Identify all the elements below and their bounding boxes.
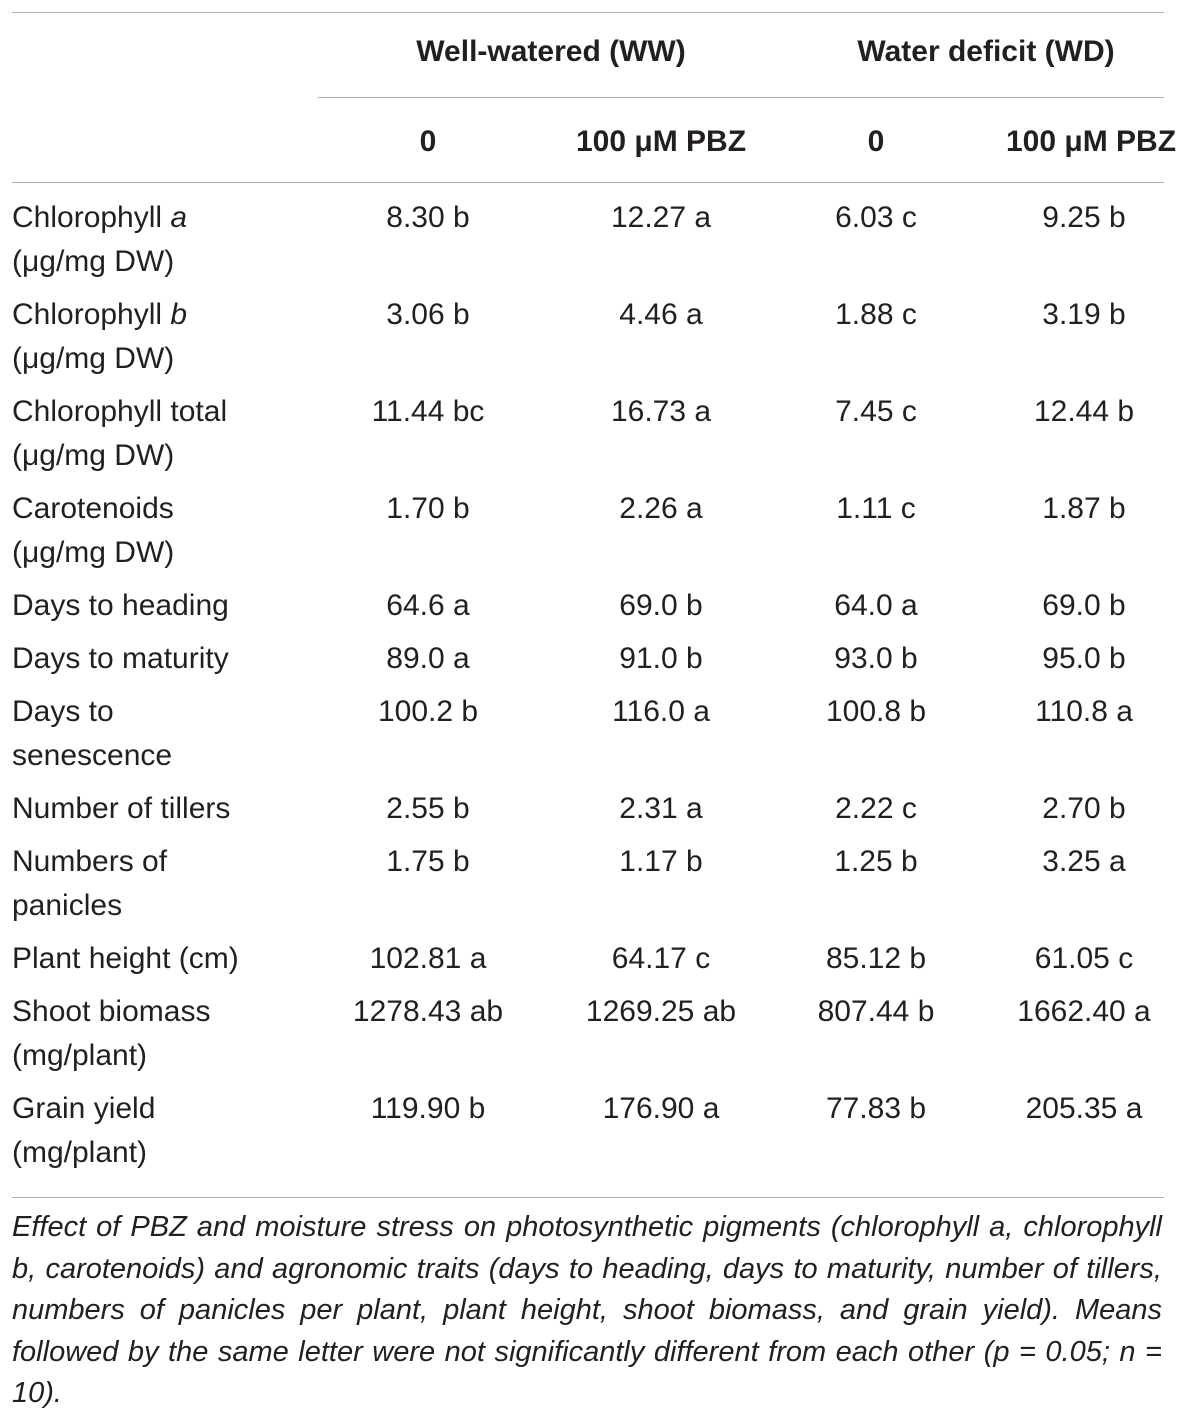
table-cell: 100.8 b: [825, 695, 927, 728]
table-cell: 12.44 b: [1033, 395, 1135, 428]
row-label-line1: Chlorophyll: [12, 298, 171, 331]
table-cell: 2.26 a: [619, 492, 703, 525]
table-cell: 807.44 b: [817, 995, 935, 1028]
table-row: [0, 937, 1200, 990]
table-row: [0, 637, 1200, 690]
table-cell: 4.46 a: [619, 298, 703, 331]
row-label-line1: Plant height (cm): [12, 942, 239, 975]
row-label-line1: Numbers of: [12, 845, 168, 878]
table-cell: 95.0 b: [1042, 642, 1126, 675]
row-label-italic: a: [170, 201, 188, 234]
row-label: [0, 690, 318, 787]
data-table: [0, 196, 1200, 1184]
row-label-line2: (μg/mg DW): [12, 439, 175, 472]
table-row: [0, 293, 1200, 390]
table-cell: 119.90 b: [370, 1092, 486, 1125]
table-cell: 11.44 bc: [371, 395, 485, 428]
row-label-line1: Days to maturity: [12, 642, 229, 675]
subheader-wd-control: 0: [867, 125, 885, 158]
table-cell: 93.0 b: [834, 642, 918, 675]
row-label: [0, 637, 318, 690]
header-rule: [12, 182, 1164, 183]
row-label: [0, 787, 318, 840]
group-header-water-deficit: Water deficit (WD): [857, 35, 1115, 68]
table-footnote: Effect of PBZ and moisture stress on photosynthetic pigments (chlorophyll a, chlorophyll b, carotenoids) and agronomic traits (days to heading, days to maturity, number of tillers, numbers of panicles per plant, plant height, shoot biomass, and grain yield). Means followed by the same letter were not significantly different from each other (p = 0.05; n = 10).: [12, 1211, 1162, 1409]
row-label-line1: Carotenoids: [12, 492, 174, 525]
table-row: [0, 990, 1200, 1087]
table-cell: 1.88 c: [835, 298, 917, 331]
table-cell: 102.81 a: [369, 942, 487, 975]
row-label-line1: Shoot biomass: [12, 995, 211, 1028]
row-label: [0, 840, 318, 937]
table-cell: 61.05 c: [1034, 942, 1134, 975]
table-cell: 2.22 c: [835, 792, 917, 825]
subheader-wd-pbz: 100 μM PBZ: [1005, 125, 1177, 158]
row-label: [0, 196, 318, 293]
table-cell: 1.11 c: [836, 492, 916, 525]
row-label-line1: Days to heading: [12, 589, 229, 622]
subheader-ww-pbz: 100 μM PBZ: [575, 125, 747, 158]
table-cell: 64.6 a: [386, 589, 470, 622]
bottom-rule: [12, 1197, 1164, 1198]
table-cell: 2.70 b: [1042, 792, 1126, 825]
table-cell: 64.0 a: [834, 589, 918, 622]
table-cell: 110.8 a: [1035, 695, 1133, 728]
row-label: [0, 487, 318, 584]
table-cell: 91.0 b: [619, 642, 703, 675]
table-row: [0, 840, 1200, 937]
row-label-line2: panicles: [12, 889, 123, 922]
table-row: [0, 487, 1200, 584]
table-row: [0, 196, 1200, 293]
table-cell: 3.25 a: [1042, 845, 1126, 878]
table-cell: 9.25 b: [1042, 201, 1126, 234]
table-cell: 64.17 c: [611, 942, 711, 975]
top-rule: [12, 12, 1164, 13]
subheader-ww-control: 0: [419, 125, 437, 158]
row-label-line2: (mg/plant): [12, 1039, 148, 1072]
row-label: [0, 1087, 318, 1184]
table-cell: 3.06 b: [386, 298, 470, 331]
table-row: [0, 390, 1200, 487]
table-cell: 7.45 c: [835, 395, 917, 428]
table-row: [0, 1087, 1200, 1184]
row-label-line2: (μg/mg DW): [12, 342, 175, 375]
table-cell: 1662.40 a: [1017, 995, 1151, 1028]
row-label: [0, 390, 318, 487]
table-cell: 1.75 b: [386, 845, 470, 878]
table-cell: 1.25 b: [834, 845, 918, 878]
row-label: [0, 293, 318, 390]
table-cell: 1278.43 ab: [352, 995, 504, 1028]
table-cell: 2.55 b: [386, 792, 470, 825]
row-label-italic: b: [170, 298, 188, 331]
table-cell: 1.17 b: [619, 845, 703, 878]
table-cell: 16.73 a: [610, 395, 712, 428]
table-cell: 77.83 b: [825, 1092, 927, 1125]
row-label-line2: (μg/mg DW): [12, 245, 175, 278]
row-label-line2: (mg/plant): [12, 1136, 148, 1169]
row-label: [0, 584, 318, 637]
table-cell: 205.35 a: [1025, 1092, 1143, 1125]
table-row: [0, 584, 1200, 637]
row-label-line1: Chlorophyll: [12, 201, 171, 234]
table-cell: 69.0 b: [1042, 589, 1126, 622]
table-cell: 1.70 b: [386, 492, 470, 525]
table-cell: 85.12 b: [825, 942, 927, 975]
table-body: [0, 196, 1200, 1184]
row-label-line1: Chlorophyll total: [12, 395, 228, 428]
group-rule: [318, 97, 1164, 98]
row-label-line1: Grain yield: [12, 1092, 156, 1125]
table-cell: 176.90 a: [602, 1092, 720, 1125]
table-cell: 1.87 b: [1042, 492, 1126, 525]
table-cell: 3.19 b: [1042, 298, 1126, 331]
table-row: [0, 787, 1200, 840]
table-row: [0, 690, 1200, 787]
row-label: [0, 990, 318, 1087]
table-cell: 2.31 a: [619, 792, 703, 825]
row-label-line1: Days to: [12, 695, 114, 728]
table-cell: 89.0 a: [386, 642, 470, 675]
table-cell: 69.0 b: [619, 589, 703, 622]
table-cell: 116.0 a: [612, 695, 710, 728]
table-cell: 100.2 b: [377, 695, 479, 728]
group-header-well-watered: Well-watered (WW): [416, 35, 686, 68]
table-cell: 8.30 b: [386, 201, 470, 234]
row-label-line2: senescence: [12, 739, 173, 772]
row-label-line1: Number of tillers: [12, 792, 231, 825]
table-cell: 12.27 a: [610, 201, 712, 234]
row-label-line2: (μg/mg DW): [12, 536, 175, 569]
table-cell: 1269.25 ab: [585, 995, 737, 1028]
row-label: [0, 937, 318, 990]
table-cell: 6.03 c: [835, 201, 917, 234]
